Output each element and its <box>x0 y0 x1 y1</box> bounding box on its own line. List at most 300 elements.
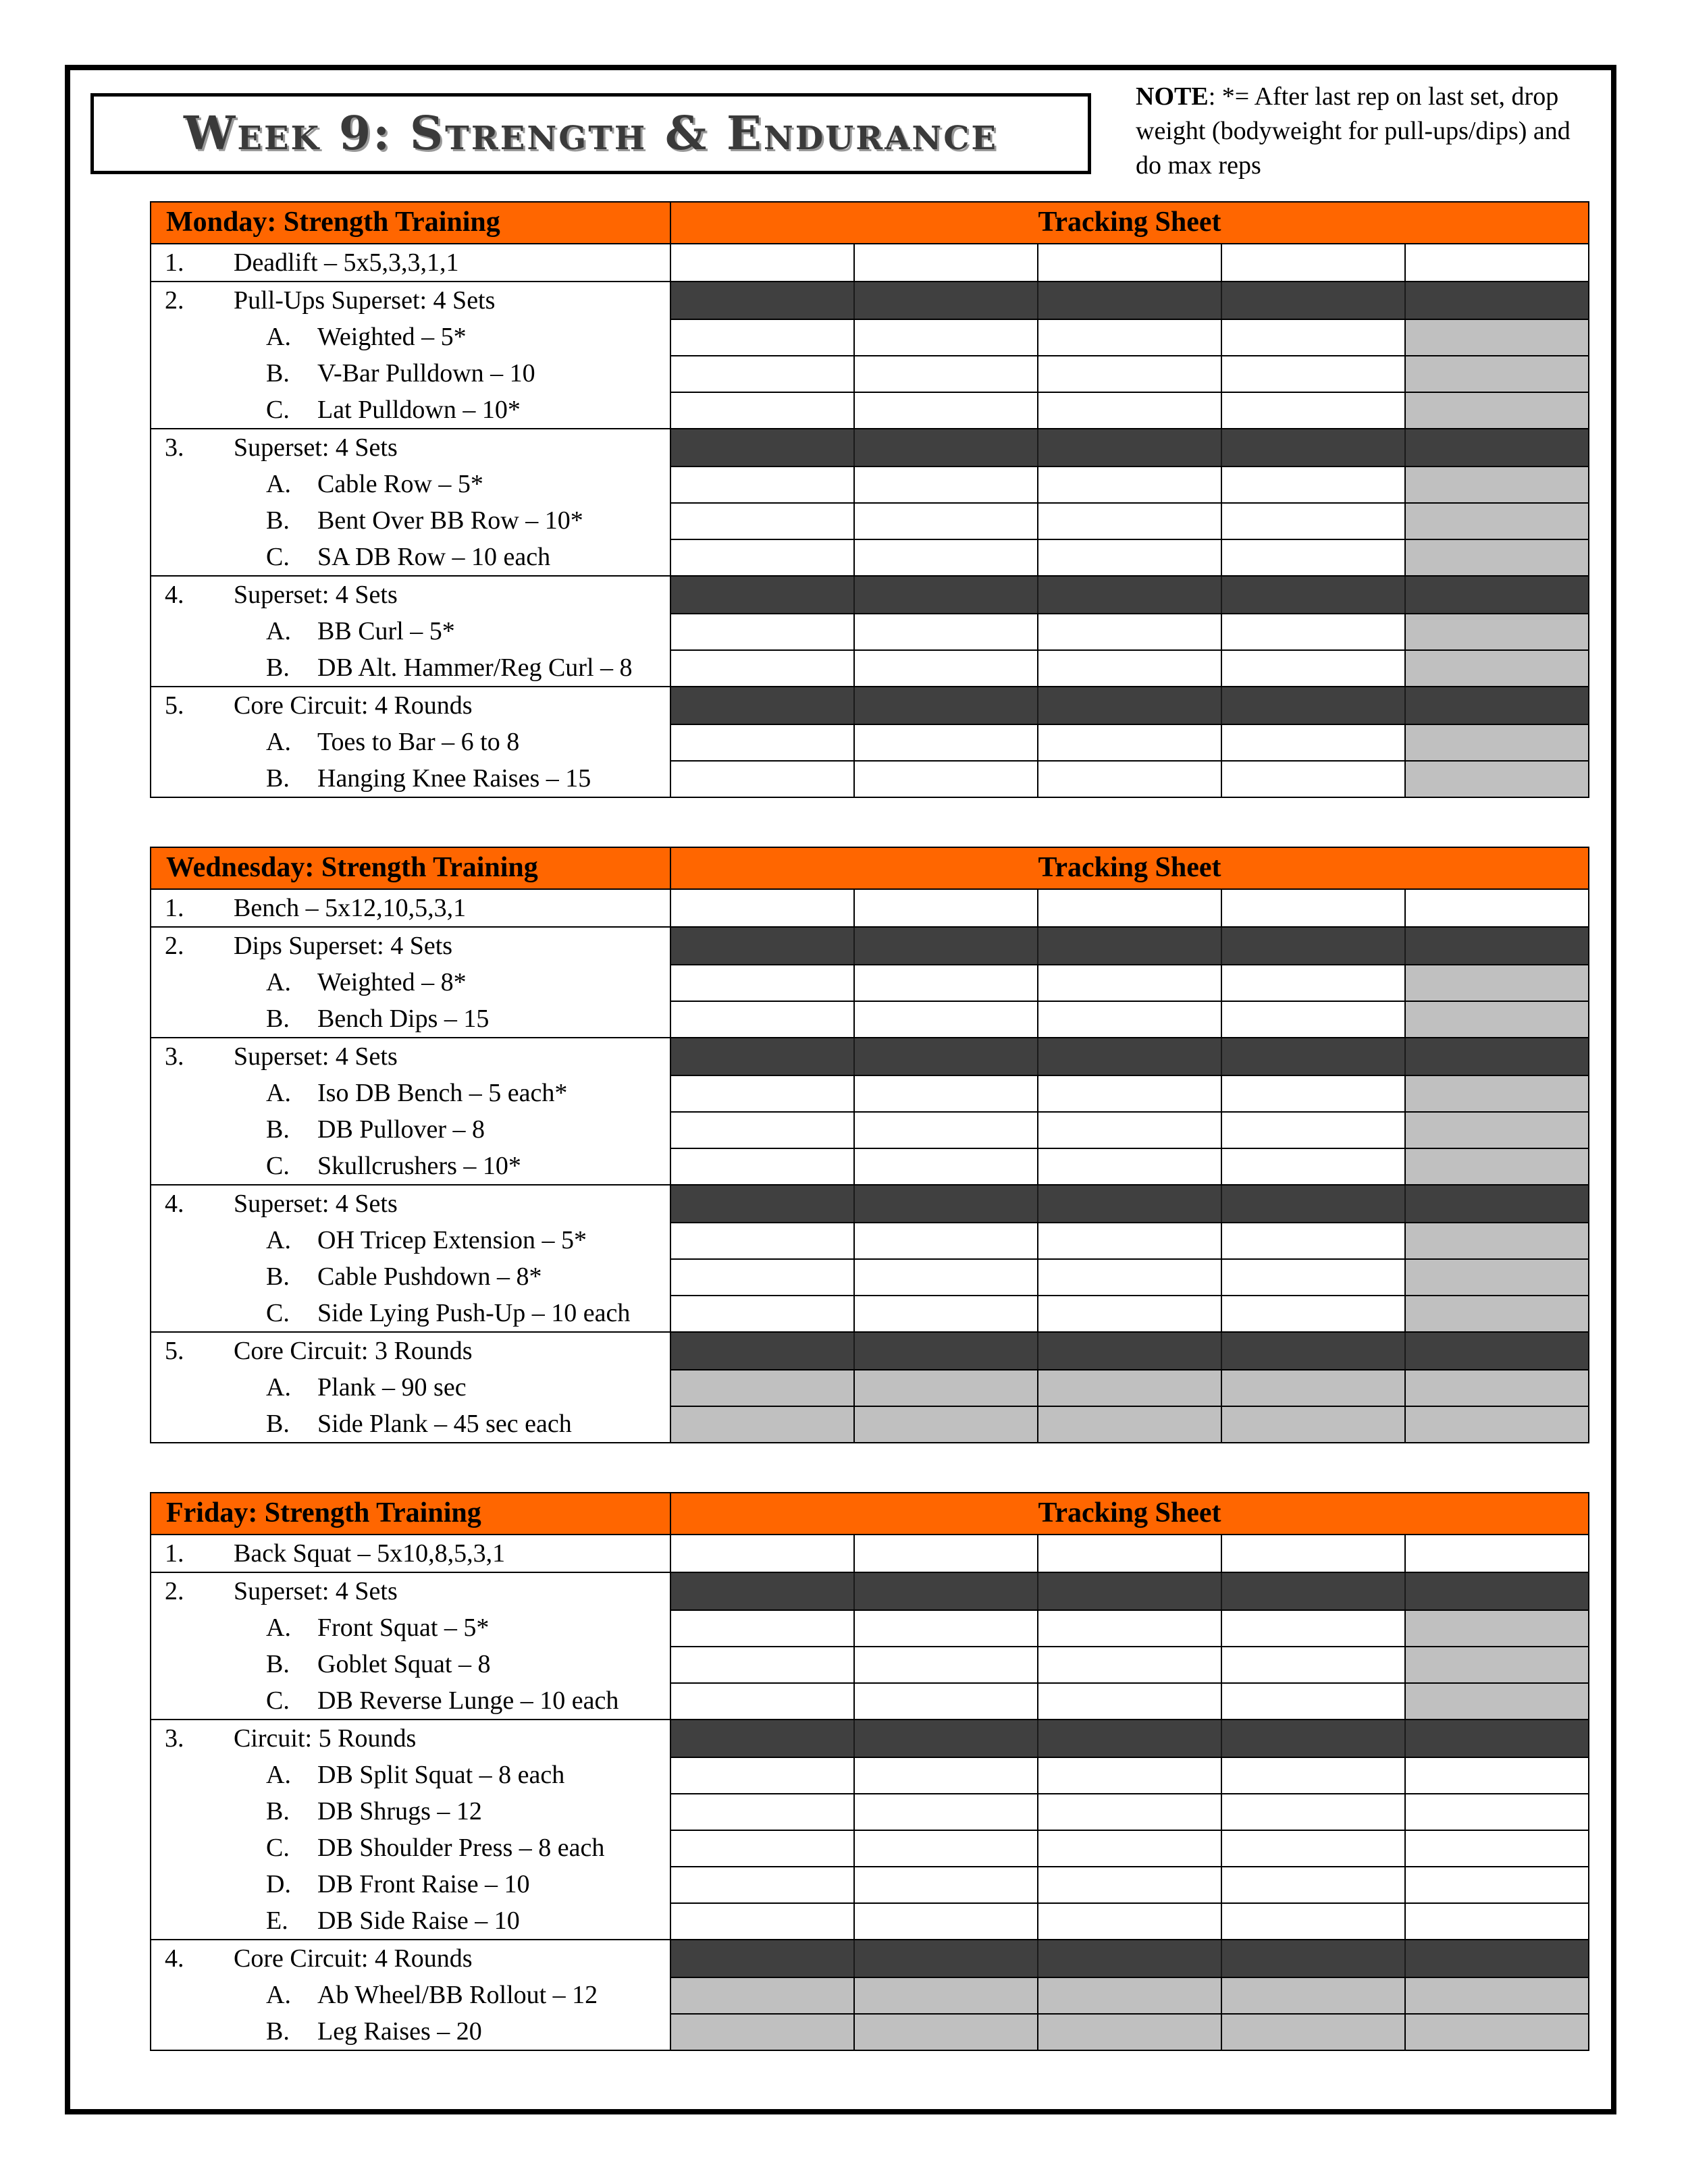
tracking-cell <box>1221 1038 1404 1075</box>
tracking-sheet-label: Tracking Sheet <box>1038 1497 1221 1528</box>
tracking-row <box>671 539 1588 575</box>
tracking-cell-disabled <box>1404 1611 1588 1646</box>
tracking-row <box>671 649 1588 686</box>
exercise-name: Core Circuit: 4 Rounds <box>234 1944 473 1973</box>
tracking-cell[interactable] <box>853 504 1037 539</box>
tracking-cell <box>1404 1333 1588 1369</box>
sub-exercise-name: SA DB Row – 10 each <box>317 543 551 571</box>
tracking-cell-disabled <box>853 2015 1037 2050</box>
tracking-cell[interactable] <box>1037 1002 1221 1037</box>
tracking-sheet-label: Tracking Sheet <box>1038 207 1221 238</box>
tracking-cell[interactable] <box>1221 356 1404 392</box>
tracking-cell <box>1221 1186 1404 1222</box>
tracking-cell <box>1221 429 1404 466</box>
tracking-cell[interactable] <box>1221 1904 1404 1939</box>
tracking-cell[interactable] <box>1037 540 1221 575</box>
tracking-cell <box>1037 1573 1221 1609</box>
sub-exercise-letter: B. <box>266 1262 290 1291</box>
tracking-cell[interactable] <box>1404 1758 1588 1793</box>
tracking-row <box>671 1902 1588 1939</box>
sub-exercise-item <box>151 1977 670 2013</box>
sub-exercise-name: DB Front Raise – 10 <box>317 1870 530 1898</box>
sub-exercise-item <box>151 1222 670 1258</box>
page-title-box <box>90 93 1091 174</box>
tracking-cell[interactable] <box>671 1149 853 1184</box>
tracking-cell[interactable] <box>1404 1904 1588 1939</box>
sub-exercise-item <box>151 1793 670 1830</box>
tracking-cell[interactable] <box>1221 393 1404 428</box>
sub-exercise-letter: C. <box>266 1686 290 1715</box>
tracking-cell[interactable] <box>853 762 1037 797</box>
sub-exercise-item <box>151 1369 670 1406</box>
tracking-cell <box>1404 1573 1588 1609</box>
tracking-cell <box>1037 1333 1221 1369</box>
tracking-cell[interactable] <box>853 320 1037 355</box>
exercise-name: Core Circuit: 4 Rounds <box>234 691 473 720</box>
tracking-cell-disabled <box>1037 2015 1221 2050</box>
tracking-cell[interactable] <box>671 1260 853 1295</box>
tracking-cell <box>1404 928 1588 964</box>
day-title: Friday: Strength Training <box>151 1493 671 1534</box>
tracking-cell-disabled <box>1404 965 1588 1001</box>
tracking-divider-row <box>671 1186 1588 1222</box>
tracking-cell[interactable] <box>853 890 1037 926</box>
tracking-cell[interactable] <box>853 725 1037 760</box>
sub-exercise-item <box>151 1609 670 1646</box>
sub-exercise-item <box>151 355 670 392</box>
exercise-number: 3. <box>165 1724 184 1753</box>
tracking-cell-disabled <box>853 1978 1037 2013</box>
sub-exercise-item <box>151 1111 670 1148</box>
tracking-cell[interactable] <box>853 1867 1037 1902</box>
tracking-cell[interactable] <box>671 244 853 281</box>
tracking-cell[interactable] <box>1221 1831 1404 1866</box>
tracking-row <box>671 760 1588 797</box>
tracking-cell[interactable] <box>1037 1867 1221 1902</box>
tracking-cell[interactable] <box>853 1002 1037 1037</box>
tracking-cell <box>1037 1940 1221 1977</box>
exercise-name: Pull-Ups Superset: 4 Sets <box>234 286 496 315</box>
tracking-cell[interactable] <box>671 1113 853 1148</box>
tracking-cell[interactable] <box>1037 1223 1221 1258</box>
tracking-cell <box>853 687 1037 724</box>
tracking-cell[interactable] <box>1221 244 1404 281</box>
tracking-row <box>671 1406 1588 1442</box>
tracking-cell <box>1037 1038 1221 1075</box>
tracking-cell <box>671 282 853 319</box>
exercise-list <box>151 1535 671 1572</box>
tracking-cell[interactable] <box>671 1758 853 1793</box>
tracking-cell[interactable] <box>1404 890 1588 926</box>
tracking-row <box>671 1682 1588 1719</box>
sub-exercise-name: Iso DB Bench – 5 each* <box>317 1079 568 1107</box>
tracking-cell[interactable] <box>1221 1223 1404 1258</box>
tracking-cell-disabled <box>1404 1076 1588 1111</box>
tracking-cell[interactable] <box>671 1684 853 1719</box>
tracking-row <box>671 502 1588 539</box>
tracking-cell[interactable] <box>1221 1647 1404 1682</box>
tracking-cell[interactable] <box>853 651 1037 686</box>
tracking-cell[interactable] <box>1037 1794 1221 1830</box>
tracking-cell[interactable] <box>1221 1260 1404 1295</box>
tracking-cell <box>1221 1573 1404 1609</box>
tracking-cell[interactable] <box>853 540 1037 575</box>
sub-exercise-letter: C. <box>266 543 290 571</box>
tracking-cell[interactable] <box>1037 1684 1221 1719</box>
sub-exercise-letter: A. <box>266 617 291 645</box>
note-label: NOTE <box>1136 82 1209 111</box>
tracking-cell-disabled <box>1404 1370 1588 1406</box>
tracking-cell[interactable] <box>1037 1904 1221 1939</box>
tracking-cell[interactable] <box>853 1149 1037 1184</box>
tracking-cell[interactable] <box>1037 1647 1221 1682</box>
tracking-cell-disabled <box>1037 1370 1221 1406</box>
tracking-cell[interactable] <box>671 540 853 575</box>
tracking-cell[interactable] <box>1221 1076 1404 1111</box>
tracking-cell-disabled <box>1404 1684 1588 1719</box>
tracking-cell <box>1037 1720 1221 1757</box>
tracking-cell-disabled <box>1404 1260 1588 1295</box>
tracking-cell[interactable] <box>853 614 1037 649</box>
sub-exercise-name: Weighted – 5* <box>317 323 467 351</box>
tracking-cell[interactable] <box>1037 725 1221 760</box>
tracking-cell[interactable] <box>1221 1794 1404 1830</box>
sub-exercise-name: DB Shrugs – 12 <box>317 1797 482 1826</box>
exercise-list <box>151 282 671 428</box>
exercise-number: 4. <box>165 1190 184 1218</box>
tracking-cell[interactable] <box>853 1904 1037 1939</box>
tracking-cell <box>1037 1186 1221 1222</box>
tracking-cell[interactable] <box>853 1113 1037 1148</box>
tracking-cell-disabled <box>671 1407 853 1442</box>
tracking-cell[interactable] <box>1037 651 1221 686</box>
tracking-cell[interactable] <box>853 393 1037 428</box>
sub-exercise-name: Side Lying Push-Up – 10 each <box>317 1299 631 1327</box>
tracking-row <box>671 1646 1588 1682</box>
exercise-name: Superset: 4 Sets <box>234 1577 398 1605</box>
tracking-cell-disabled <box>1404 1113 1588 1148</box>
exercise-item <box>151 577 670 613</box>
tracking-cell[interactable] <box>853 1647 1037 1682</box>
tracking-cell[interactable] <box>671 1002 853 1037</box>
tracking-cell[interactable] <box>853 1611 1037 1646</box>
exercise-list <box>151 1573 671 1719</box>
tracking-cell[interactable] <box>671 320 853 355</box>
tracking-cell[interactable] <box>671 1867 853 1902</box>
tracking-cell[interactable] <box>671 762 853 797</box>
tracking-cell-disabled <box>1404 1407 1588 1442</box>
tracking-cell[interactable] <box>1037 1296 1221 1331</box>
sub-exercise-letter: D. <box>266 1870 291 1898</box>
tracking-cell[interactable] <box>1221 1867 1404 1902</box>
tracking-cell <box>1221 1333 1404 1369</box>
exercise-list <box>151 1720 671 1939</box>
sub-exercise-item <box>151 613 670 649</box>
tracking-cell-disabled <box>1221 1407 1404 1442</box>
tracking-cell[interactable] <box>1221 725 1404 760</box>
tracking-cell[interactable] <box>853 467 1037 502</box>
tracking-grid <box>671 244 1588 281</box>
tracking-cell[interactable] <box>1037 1260 1221 1295</box>
tracking-cell[interactable] <box>671 393 853 428</box>
sub-exercise-item <box>151 649 670 686</box>
tracking-cell[interactable] <box>671 1535 853 1572</box>
exercise-name: Superset: 4 Sets <box>234 1190 398 1218</box>
tracking-cell[interactable] <box>853 965 1037 1001</box>
tracking-cell[interactable] <box>1037 1113 1221 1148</box>
exercise-item <box>151 244 670 281</box>
tracking-cell <box>671 1333 853 1369</box>
sub-exercise-letter: C. <box>266 396 290 424</box>
sub-exercise-name: Leg Raises – 20 <box>317 2017 482 2046</box>
tracking-row <box>671 355 1588 392</box>
tracking-cell <box>1037 429 1221 466</box>
tracking-divider-row <box>671 1940 1588 1977</box>
sub-exercise-item <box>151 1406 670 1442</box>
tracking-cell-disabled <box>1404 762 1588 797</box>
tracking-cell[interactable] <box>1221 762 1404 797</box>
tracking-row <box>671 1793 1588 1830</box>
page-title: Week 9: Strength & Endurance <box>184 107 998 161</box>
exercise-item <box>151 429 670 466</box>
exercise-group <box>151 1535 1588 1572</box>
tracking-cell[interactable] <box>853 1296 1037 1331</box>
tracking-cell[interactable] <box>1404 1794 1588 1830</box>
day-table-wednesday <box>150 847 1589 1443</box>
exercise-number: 5. <box>165 691 184 720</box>
tracking-row <box>671 2013 1588 2050</box>
tracking-cell[interactable] <box>671 1904 853 1939</box>
tracking-cell[interactable] <box>1037 356 1221 392</box>
exercise-group <box>151 926 1588 1037</box>
tracking-cell[interactable] <box>1221 614 1404 649</box>
tracking-cell[interactable] <box>1037 614 1221 649</box>
tracking-cell[interactable] <box>853 244 1037 281</box>
sub-exercise-letter: B. <box>266 506 290 535</box>
tracking-cell <box>671 1038 853 1075</box>
tracking-divider-row <box>671 1333 1588 1369</box>
exercise-list <box>151 1186 671 1331</box>
exercise-number: 3. <box>165 433 184 462</box>
tracking-divider-row <box>671 1573 1588 1609</box>
exercise-number: 4. <box>165 581 184 609</box>
sub-exercise-name: DB Split Squat – 8 each <box>317 1761 565 1789</box>
tracking-grid <box>671 890 1588 926</box>
exercise-name: Core Circuit: 3 Rounds <box>234 1337 473 1365</box>
tracking-cell[interactable] <box>671 1076 853 1111</box>
tracking-cell[interactable] <box>1037 393 1221 428</box>
tracking-row <box>671 319 1588 355</box>
tracking-cell-disabled <box>1221 2015 1404 2050</box>
sub-exercise-name: Plank – 90 sec <box>317 1373 467 1402</box>
tracking-cell <box>853 1038 1037 1075</box>
tracking-cell[interactable] <box>1221 1113 1404 1148</box>
tracking-cell[interactable] <box>1037 1611 1221 1646</box>
exercise-name: Back Squat – 5x10,8,5,3,1 <box>234 1539 506 1568</box>
tracking-divider-row <box>671 282 1588 319</box>
sub-exercise-name: Cable Row – 5* <box>317 470 483 498</box>
sub-exercise-letter: A. <box>266 968 291 996</box>
tracking-cell[interactable] <box>1221 1684 1404 1719</box>
tracking-grid <box>671 1333 1588 1442</box>
tracking-cell[interactable] <box>671 467 853 502</box>
tracking-cell[interactable] <box>671 725 853 760</box>
tracking-cell[interactable] <box>671 504 853 539</box>
tracking-cell[interactable] <box>671 965 853 1001</box>
tracking-cell[interactable] <box>671 1794 853 1830</box>
sub-exercise-item <box>151 1866 670 1902</box>
exercise-number: 1. <box>165 1539 184 1568</box>
tracking-cell[interactable] <box>853 1535 1037 1572</box>
tracking-cell[interactable] <box>671 356 853 392</box>
tracking-cell <box>853 1573 1037 1609</box>
tracking-cell[interactable] <box>853 1684 1037 1719</box>
sub-exercise-item <box>151 502 670 539</box>
exercise-name: Dips Superset: 4 Sets <box>234 932 453 960</box>
exercise-group <box>151 1719 1588 1939</box>
exercise-list <box>151 1940 671 2050</box>
sub-exercise-letter: B. <box>266 2017 290 2046</box>
sub-exercise-item <box>151 1075 670 1111</box>
tracking-cell[interactable] <box>1037 1149 1221 1184</box>
exercise-list <box>151 244 671 281</box>
sub-exercise-letter: B. <box>266 1115 290 1144</box>
tracking-cell[interactable] <box>1037 467 1221 502</box>
tracking-cell[interactable] <box>853 1076 1037 1111</box>
tracking-cell-disabled <box>1404 393 1588 428</box>
tracking-cell[interactable] <box>1221 890 1404 926</box>
sub-exercise-item <box>151 964 670 1001</box>
tracking-cell[interactable] <box>853 1831 1037 1866</box>
tracking-cell[interactable] <box>1221 467 1404 502</box>
exercise-group <box>151 1939 1588 2050</box>
exercise-item <box>151 928 670 964</box>
day-header <box>151 203 1588 244</box>
day-header <box>151 1493 1588 1535</box>
tracking-cell <box>853 282 1037 319</box>
sub-exercise-name: Goblet Squat – 8 <box>317 1650 491 1678</box>
tracking-cell[interactable] <box>671 1296 853 1331</box>
tracking-cell <box>853 1333 1037 1369</box>
tracking-cell[interactable] <box>1404 1867 1588 1902</box>
tracking-cell[interactable] <box>671 1647 853 1682</box>
sub-exercise-letter: B. <box>266 764 290 793</box>
tracking-cell[interactable] <box>1221 1002 1404 1037</box>
tracking-cell[interactable] <box>1037 1758 1221 1793</box>
tracking-cell-disabled <box>671 1370 853 1406</box>
tracking-cell <box>853 1720 1037 1757</box>
tracking-cell[interactable] <box>1037 965 1221 1001</box>
tracking-cell[interactable] <box>853 1223 1037 1258</box>
exercise-item <box>151 1720 670 1757</box>
tracking-cell <box>853 429 1037 466</box>
tracking-cell <box>1404 429 1588 466</box>
tracking-cell-disabled <box>1404 1978 1588 2013</box>
tracking-cell[interactable] <box>1404 244 1588 281</box>
tracking-cell[interactable] <box>1221 320 1404 355</box>
tracking-cell[interactable] <box>853 1794 1037 1830</box>
tracking-cell[interactable] <box>1037 762 1221 797</box>
tracking-cell[interactable] <box>1037 1535 1221 1572</box>
tracking-row <box>671 1830 1588 1866</box>
sub-exercise-name: Bent Over BB Row – 10* <box>317 506 583 535</box>
tracking-cell[interactable] <box>853 1758 1037 1793</box>
tracking-grid <box>671 429 1588 575</box>
tracking-cell <box>671 687 853 724</box>
tracking-grid <box>671 1573 1588 1719</box>
sub-exercise-name: Weighted – 8* <box>317 968 467 996</box>
sub-exercise-letter: A. <box>266 1614 291 1642</box>
note <box>1136 80 1602 183</box>
sub-exercise-item <box>151 539 670 575</box>
tracking-grid <box>671 928 1588 1037</box>
tracking-cell[interactable] <box>1037 504 1221 539</box>
tracking-cell[interactable] <box>671 890 853 926</box>
tracking-cell[interactable] <box>671 1223 853 1258</box>
tracking-cell[interactable] <box>1221 651 1404 686</box>
tracking-cell[interactable] <box>1221 1535 1404 1572</box>
tracking-cell-disabled <box>1404 1149 1588 1184</box>
tracking-row <box>671 1222 1588 1258</box>
tracking-cell[interactable] <box>1404 1535 1588 1572</box>
sub-exercise-letter: B. <box>266 1650 290 1678</box>
tracking-cell-disabled <box>1404 467 1588 502</box>
exercise-number: 2. <box>165 286 184 315</box>
exercise-list <box>151 687 671 797</box>
tracking-cell <box>671 1940 853 1977</box>
tracking-row <box>671 1258 1588 1295</box>
exercise-list <box>151 928 671 1037</box>
tracking-cell <box>853 928 1037 964</box>
tracking-cell[interactable] <box>671 614 853 649</box>
tracking-cell[interactable] <box>1037 1831 1221 1866</box>
tracking-cell-disabled <box>1221 1370 1404 1406</box>
tracking-cell[interactable] <box>1037 890 1221 926</box>
tracking-cell[interactable] <box>1037 320 1221 355</box>
tracking-cell <box>853 1940 1037 1977</box>
tracking-cell[interactable] <box>1221 1611 1404 1646</box>
tracking-cell[interactable] <box>1221 540 1404 575</box>
tracking-cell[interactable] <box>671 1611 853 1646</box>
tracking-cell[interactable] <box>853 356 1037 392</box>
tracking-cell[interactable] <box>853 1260 1037 1295</box>
tracking-cell[interactable] <box>1037 1076 1221 1111</box>
tracking-cell[interactable] <box>1037 244 1221 281</box>
tracking-cell[interactable] <box>1404 1831 1588 1866</box>
tracking-grid <box>671 1186 1588 1331</box>
tracking-cell[interactable] <box>1221 1149 1404 1184</box>
tracking-cell[interactable] <box>671 651 853 686</box>
sub-exercise-letter: A. <box>266 323 291 351</box>
sub-exercise-item <box>151 466 670 502</box>
tracking-cell <box>1037 687 1221 724</box>
sub-exercise-item <box>151 1902 670 1939</box>
tracking-grid <box>671 687 1588 797</box>
tracking-row <box>671 1866 1588 1902</box>
tracking-cell[interactable] <box>671 1831 853 1866</box>
exercise-item <box>151 282 670 319</box>
tracking-cell[interactable] <box>1221 1758 1404 1793</box>
sub-exercise-name: Hanging Knee Raises – 15 <box>317 764 591 793</box>
tracking-cell[interactable] <box>1221 1296 1404 1331</box>
exercise-name: Circuit: 5 Rounds <box>234 1724 417 1753</box>
day-table-friday <box>150 1492 1589 2051</box>
tracking-cell[interactable] <box>1221 965 1404 1001</box>
exercise-item <box>151 890 670 926</box>
tracking-cell-disabled <box>853 1370 1037 1406</box>
tracking-cell[interactable] <box>1221 504 1404 539</box>
exercise-number: 2. <box>165 932 184 960</box>
